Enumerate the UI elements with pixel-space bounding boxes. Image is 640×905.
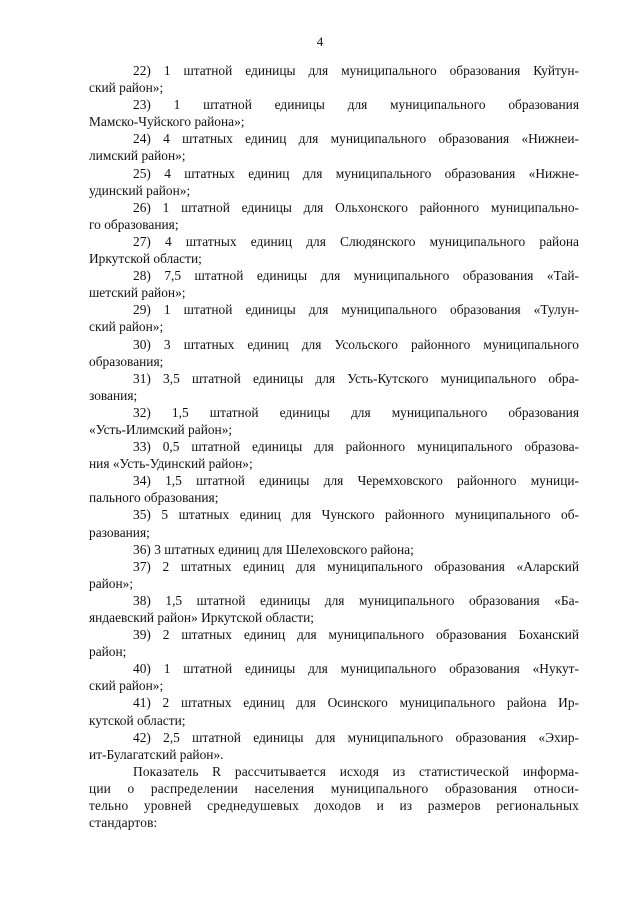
- text-line: ский район»;: [89, 319, 164, 335]
- text-line: 22) 1 штатной единицы для муниципального образования Куйтун-: [133, 63, 579, 78]
- text-line: район;: [89, 644, 127, 660]
- text-line: 39) 2 штатных единиц для муниципального образования Боханский: [133, 627, 579, 643]
- text-line: ции о распределении населения муниципального образования относи-: [89, 780, 579, 796]
- text-line: 37) 2 штатных единиц для муниципального образования «Аларский: [133, 558, 579, 574]
- list-item: [89, 472, 579, 506]
- text-line: 35) 5 штатных единиц для Чунского районного муниципального об-: [133, 507, 579, 523]
- text-line: тельно уровней среднедушевых доходов и из размеров региональных: [89, 798, 579, 814]
- list-item: [89, 370, 579, 404]
- list-item: [89, 336, 579, 370]
- text-line: Мамско-Чуйского района»;: [89, 114, 245, 130]
- text-line: ский район»;: [89, 80, 164, 96]
- text-line: 40) 1 штатной единицы для муниципального образования «Нукут-: [133, 661, 579, 677]
- text-line: 36) 3 штатных единиц для Шелеховского района;: [133, 541, 414, 557]
- text-line: ния «Усть-Удинский район»;: [89, 456, 253, 472]
- text-line: 27) 4 штатных единиц для Слюдянского муниципального района: [133, 233, 579, 249]
- closing-paragraph: [89, 763, 579, 831]
- list-item: [89, 62, 579, 96]
- list-item: [89, 233, 579, 267]
- list-item: [89, 660, 579, 694]
- text-line: удинский район»;: [89, 182, 191, 198]
- text-line: разования;: [89, 524, 150, 540]
- text-line: 38) 1,5 штатной единицы для муниципального образования «Ба-: [133, 592, 579, 608]
- text-line: 23) 1 штатной единицы для муниципального образования: [133, 97, 579, 113]
- text-line: зования;: [89, 387, 138, 403]
- text-line: 42) 2,5 штатной единицы для муниципального образования «Эхир-: [133, 729, 579, 745]
- text-line: 29) 1 штатной единицы для муниципального образования «Тулун-: [133, 302, 579, 318]
- text-line: 24) 4 штатных единиц для муниципального образования «Нижнеи-: [133, 131, 579, 147]
- text-line: шетский район»;: [89, 285, 186, 301]
- text-line: ский район»;: [89, 678, 164, 694]
- page-number: 4: [316, 34, 324, 49]
- text-line: ит-Булагатский район».: [89, 746, 224, 762]
- text-line: яндаевский район» Иркутской области;: [89, 610, 314, 625]
- text-line: стандартов:: [89, 815, 158, 831]
- list-item: [89, 592, 579, 626]
- list-item: [89, 130, 579, 164]
- text-line: Иркутской области;: [89, 251, 202, 267]
- list-item: [89, 558, 579, 592]
- text-line: 25) 4 штатных единиц для муниципального образования «Нижне-: [133, 165, 579, 181]
- text-line: «Усть-Илимский район»;: [89, 421, 233, 437]
- text-line: 34) 1,5 штатной единицы для Черемховского районного муници-: [133, 473, 579, 489]
- text-line: 26) 1 штатной единицы для Ольхонского районного муниципально-: [133, 199, 579, 215]
- text-line: Показатель R рассчитывается исходя из статистической информа-: [133, 763, 579, 779]
- list-item: [89, 165, 579, 199]
- list-item: [89, 506, 579, 540]
- list-item: [89, 96, 579, 130]
- list-item: [89, 267, 579, 301]
- list-item: [89, 438, 579, 472]
- text-line: 28) 7,5 штатной единицы для муниципального образования «Тай-: [133, 268, 579, 284]
- text-line: 32) 1,5 штатной единицы для муниципального образования: [133, 404, 579, 420]
- text-line: район»;: [89, 575, 134, 591]
- text-line: кутской области;: [89, 712, 186, 728]
- list-item: [89, 694, 579, 728]
- list-item: [89, 541, 579, 558]
- text-line: образования;: [89, 353, 164, 369]
- text-line: пального образования;: [89, 490, 219, 506]
- text-line: 33) 0,5 штатной единицы для районного муниципального образова-: [133, 439, 579, 455]
- text-line: 31) 3,5 штатной единицы для Усть-Кутского муниципального обра-: [133, 370, 579, 386]
- text-line: 41) 2 штатных единиц для Осинского муниципального района Ир-: [133, 695, 579, 711]
- document-body: [89, 62, 579, 831]
- text-line: го образования;: [89, 216, 179, 232]
- list-item: [89, 404, 579, 438]
- list-item: [89, 626, 579, 660]
- list-item: [89, 301, 579, 335]
- list-item: [89, 199, 579, 233]
- list-item: [89, 729, 579, 763]
- text-line: 30) 3 штатных единиц для Усольского районного муниципального: [133, 336, 579, 352]
- text-line: лимский район»;: [89, 148, 186, 164]
